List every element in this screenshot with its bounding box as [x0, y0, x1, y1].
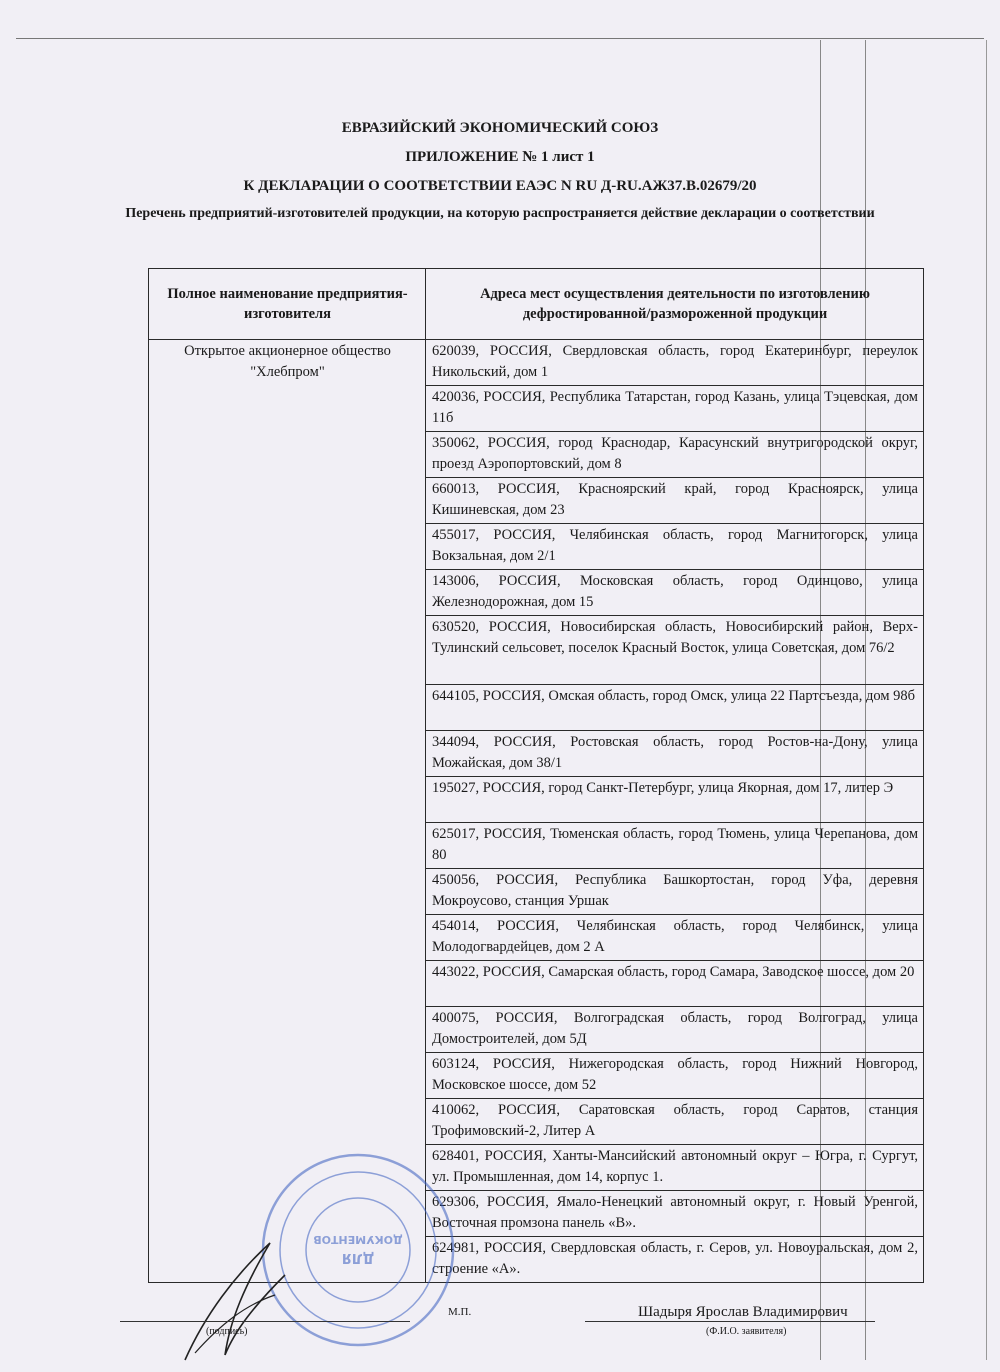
list-title: Перечень предприятий-изготовителей продукции, на которую распространяется действие декларации о соответствии: [125, 206, 875, 221]
address-cell: 195027, РОССИЯ, город Санкт-Петербург, улица Якорная, дом 17, литер Э: [426, 777, 924, 823]
address-cell: 630520, РОССИЯ, Новосибирская область, Новосибирский район, Верх-Тулинский сельсовет, поселок Красный Восток, улица Советская, дом 76/2: [426, 616, 924, 685]
signature-caption: (подпись): [206, 1326, 248, 1337]
address-cell: 625017, РОССИЯ, Тюменская область, город Тюмень, улица Черепанова, дом 80: [426, 823, 924, 869]
column-header-company: Полное наименование предприятия-изготовителя: [149, 269, 426, 340]
address-cell: 455017, РОССИЯ, Челябинская область, город Магнитогорск, улица Вокзальная, дом 2/1: [426, 524, 924, 570]
address-cell: 400075, РОССИЯ, Волгоградская область, город Волгоград, улица Домостроителей, дом 5Д: [426, 1007, 924, 1053]
address-cell: 454014, РОССИЯ, Челябинская область, город Челябинск, улица Молодогвардейцев, дом 2 А: [426, 915, 924, 961]
address-cell: 620039, РОССИЯ, Свердловская область, город Екатеринбург, переулок Никольский, дом 1: [426, 340, 924, 386]
address-cell: 644105, РОССИЯ, Омская область, город Омск, улица 22 Партсъезда, дом 98б: [426, 685, 924, 731]
address-cell: 344094, РОССИЯ, Ростовская область, город Ростов-на-Дону, улица Можайская, дом 38/1: [426, 731, 924, 777]
stamp-place-label: М.П.: [448, 1306, 472, 1318]
appendix-title: ПРИЛОЖЕНИЕ № 1 лист 1: [405, 149, 595, 165]
address-cell: 350062, РОССИЯ, город Краснодар, Карасунский внутригородской округ, проезд Аэропортовский, дом 8: [426, 432, 924, 478]
svg-text:ДЛЯ: ДЛЯ: [341, 1250, 375, 1265]
table-header-row: [149, 269, 924, 340]
signature-line: [120, 1321, 410, 1322]
handwritten-signature: [175, 1235, 295, 1365]
manufacturers-table: [148, 268, 924, 1283]
applicant-line: [585, 1321, 875, 1322]
address-cell: 450056, РОССИЯ, Республика Башкортостан, город Уфа, деревня Мокроусово, станция Уршак: [426, 869, 924, 915]
address-cell: 624981, РОССИЯ, Свердловская область, г. Серов, ул. Новоуральская, дом 2, строение «А».: [426, 1237, 924, 1283]
address-cell: 143006, РОССИЯ, Московская область, город Одинцово, улица Железнодорожная, дом 15: [426, 570, 924, 616]
table-row: [149, 340, 924, 386]
applicant-caption: (Ф.И.О. заявителя): [706, 1326, 787, 1337]
address-cell: 410062, РОССИЯ, Саратовская область, город Саратов, станция Трофимовский-2, Литер А: [426, 1099, 924, 1145]
document-union-title: ЕВРАЗИЙСКИЙ ЭКОНОМИЧЕСКИЙ СОЮЗ: [341, 120, 659, 136]
address-cell: 420036, РОССИЯ, Республика Татарстан, город Казань, улица Тэцевская, дом 11б: [426, 386, 924, 432]
address-cell: 443022, РОССИЯ, Самарская область, город Самара, Заводское шоссе, дом 20: [426, 961, 924, 1007]
scan-vertical-line: [986, 40, 987, 1360]
svg-text:ДОКУМЕНТОВ: ДОКУМЕНТОВ: [313, 1233, 403, 1246]
declaration-title: К ДЕКЛАРАЦИИ О СООТВЕТСТВИИ ЕАЭС N RU Д-RU.АЖ37.В.02679/20: [243, 178, 757, 194]
company-name: Открытое акционерное общество "Хлебпром": [149, 340, 426, 1283]
column-header-addresses: Адреса мест осуществления деятельности по изготовлению дефростированной/размороженной продукции: [426, 269, 924, 340]
scan-border-line: [16, 38, 984, 39]
address-cell: 603124, РОССИЯ, Нижегородская область, город Нижний Новгород, Московское шоссе, дом 52: [426, 1053, 924, 1099]
applicant-name: Шадыря Ярослав Владимирович: [638, 1304, 848, 1320]
address-cell: 660013, РОССИЯ, Красноярский край, город Красноярск, улица Кишиневская, дом 23: [426, 478, 924, 524]
address-cell: 629306, РОССИЯ, Ямало-Ненецкий автономный округ, г. Новый Уренгой, Восточная промзона панель «В».: [426, 1191, 924, 1237]
address-cell: 628401, РОССИЯ, Ханты-Мансийский автономный округ – Югра, г. Сургут, ул. Промышленная, дом 14, корпус 1.: [426, 1145, 924, 1191]
